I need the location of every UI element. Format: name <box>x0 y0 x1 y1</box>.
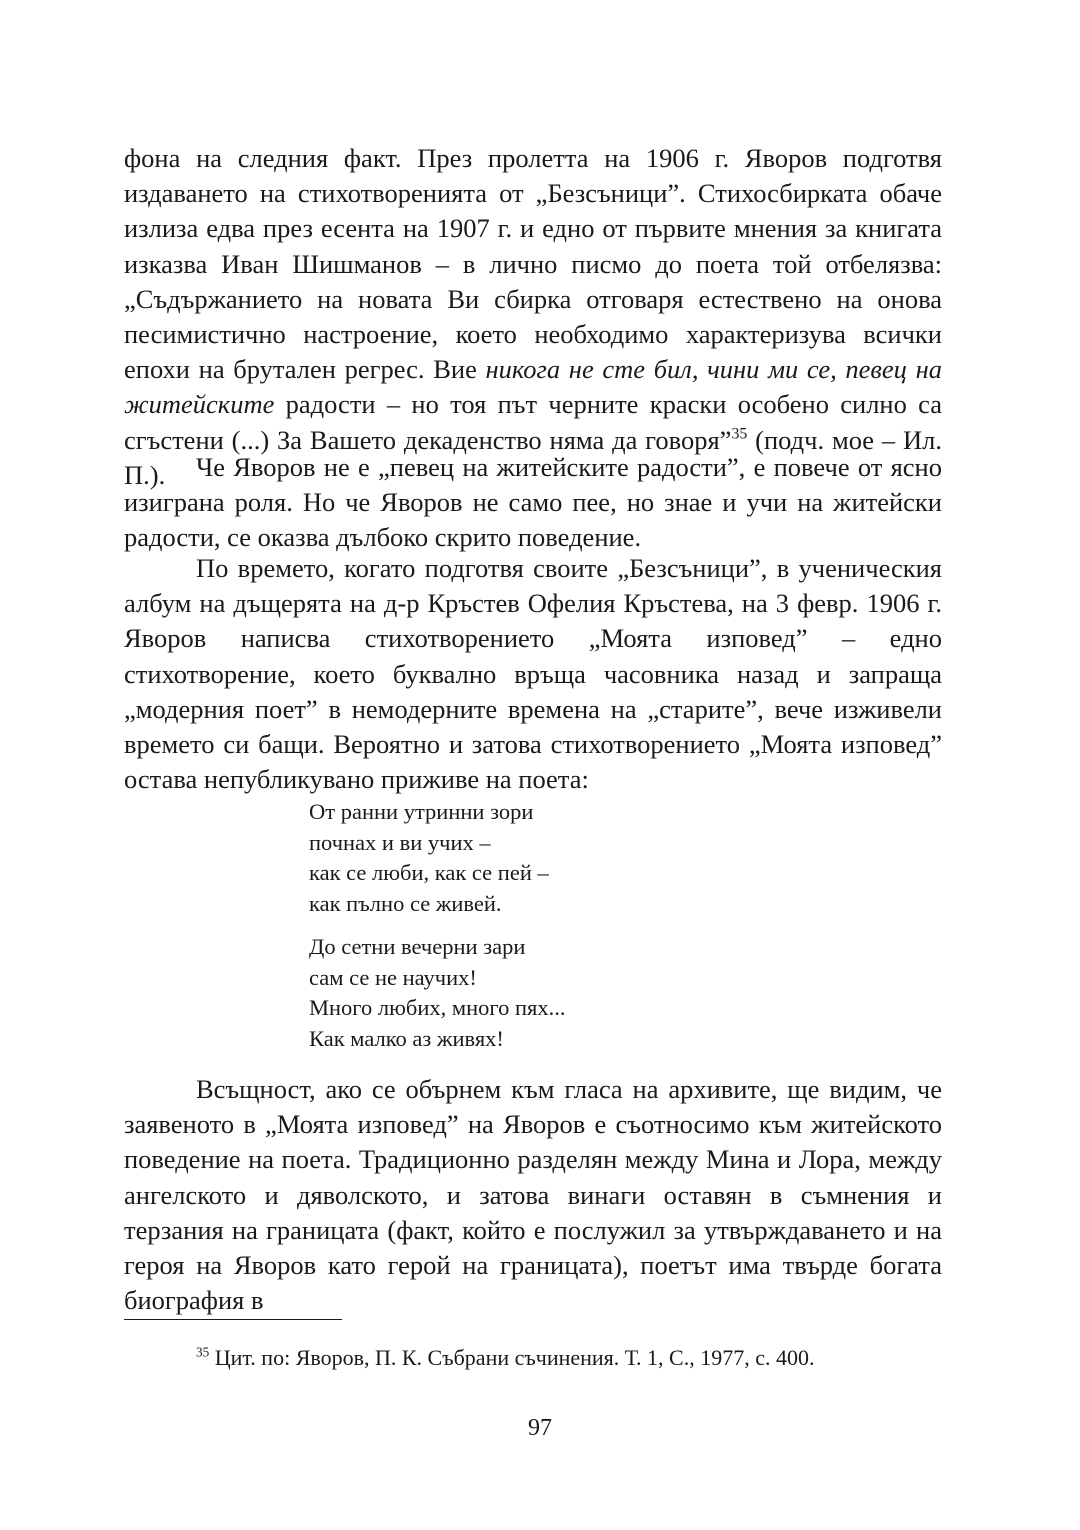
paragraph-4 <box>124 1072 942 1318</box>
poem-line: как се люби, как се пей – <box>309 860 549 885</box>
paragraph-2-text: Че Яворов не е „певец на житейските радости”, е повече от ясно изиграна роля. Но че Яворов не само пее, но знае и учи на житейски радости, се оказва дълбоко скрито поведение. <box>124 452 942 553</box>
paragraph-1-text-b: радости – но тоя път черните краски особено силно са сгъстени (...) За Вашето декаденство няма да говоря” <box>124 389 942 455</box>
footnote-text: Цит. по: Яворов, П. К. Събрани съчинения. Т. 1, С., 1977, с. 400. <box>209 1345 815 1370</box>
poem-line: До сетни вечерни зари <box>309 934 526 959</box>
poem-line: От ранни утринни зори <box>309 799 534 824</box>
footnote <box>196 1343 814 1373</box>
poem-line: Много любих, много пях... <box>309 995 566 1020</box>
poem-stanza-2 <box>309 932 565 1054</box>
paragraph-3 <box>124 551 942 797</box>
poem-line: как пълно се живей. <box>309 890 502 916</box>
paragraph-4-text: Всъщност, ако се обърнем към гласа на архивите, ще видим, че заявеното в „Моята изповед” на Яворов е съотносимо към житейското поведение на поета. Традиционно разделян между Мина и Лора, между ангелското и дяволското, и затова винаги оставян в съмнения и терзания на границата (факт, който е послужил за утвърждаването и на героя на Яворов като герой на границата), поетът има твърде богата биография в <box>124 1074 942 1316</box>
paragraph-1-text-c: (подч. мое – Ил. П.). <box>124 424 942 490</box>
footnote-number: 35 <box>196 1344 210 1360</box>
poem-line: Как малко аз живях! <box>309 1025 504 1051</box>
footnote-divider <box>124 1319 342 1320</box>
page-number: 97 <box>528 1415 552 1441</box>
paragraph-1 <box>124 141 942 493</box>
poem-line: почнах и ви учих – <box>309 829 491 855</box>
paragraph-1-emphasis: никога не сте бил, чини ми се, певец на житейските <box>124 354 942 420</box>
footnote-reference: 35 <box>731 425 748 443</box>
poem-stanza-1 <box>309 797 549 919</box>
paragraph-2 <box>124 450 942 556</box>
paragraph-3-text: По времето, когато подготвя своите „Безсъници”, в ученическия албум на дъщерята на д-р Кръстев Офелия Кръстева, на 3 февр. 1906 г. Яворов написва стихотворението „Моята изповед” – едно стихотворение, което буквално връща часовника назад и запраща „модерния поет” в немодерните времена на „старите”, вече изживели времето си бащи. Вероятно и затова стихотворението „Моята изповед” остава непубликувано приживе на поета: <box>124 553 942 795</box>
paragraph-1-text-a: фона на следния факт. През пролетта на 1906 г. Яворов подготвя издаването на стихотворенията от „Безсъници”. Стихосбирката обаче излиза едва през есента на 1907 г. и едно от първите мнения за книгата изказва Иван Шишманов – в лично писмо до поета той отбелязва: „Съдържанието на новата Ви сбирка отговаря естествено на онова песимистично настроение, което необходимо характеризува всички епохи на брутален регрес. Вие <box>124 143 942 385</box>
poem-line: сам се не научих! <box>309 964 477 990</box>
